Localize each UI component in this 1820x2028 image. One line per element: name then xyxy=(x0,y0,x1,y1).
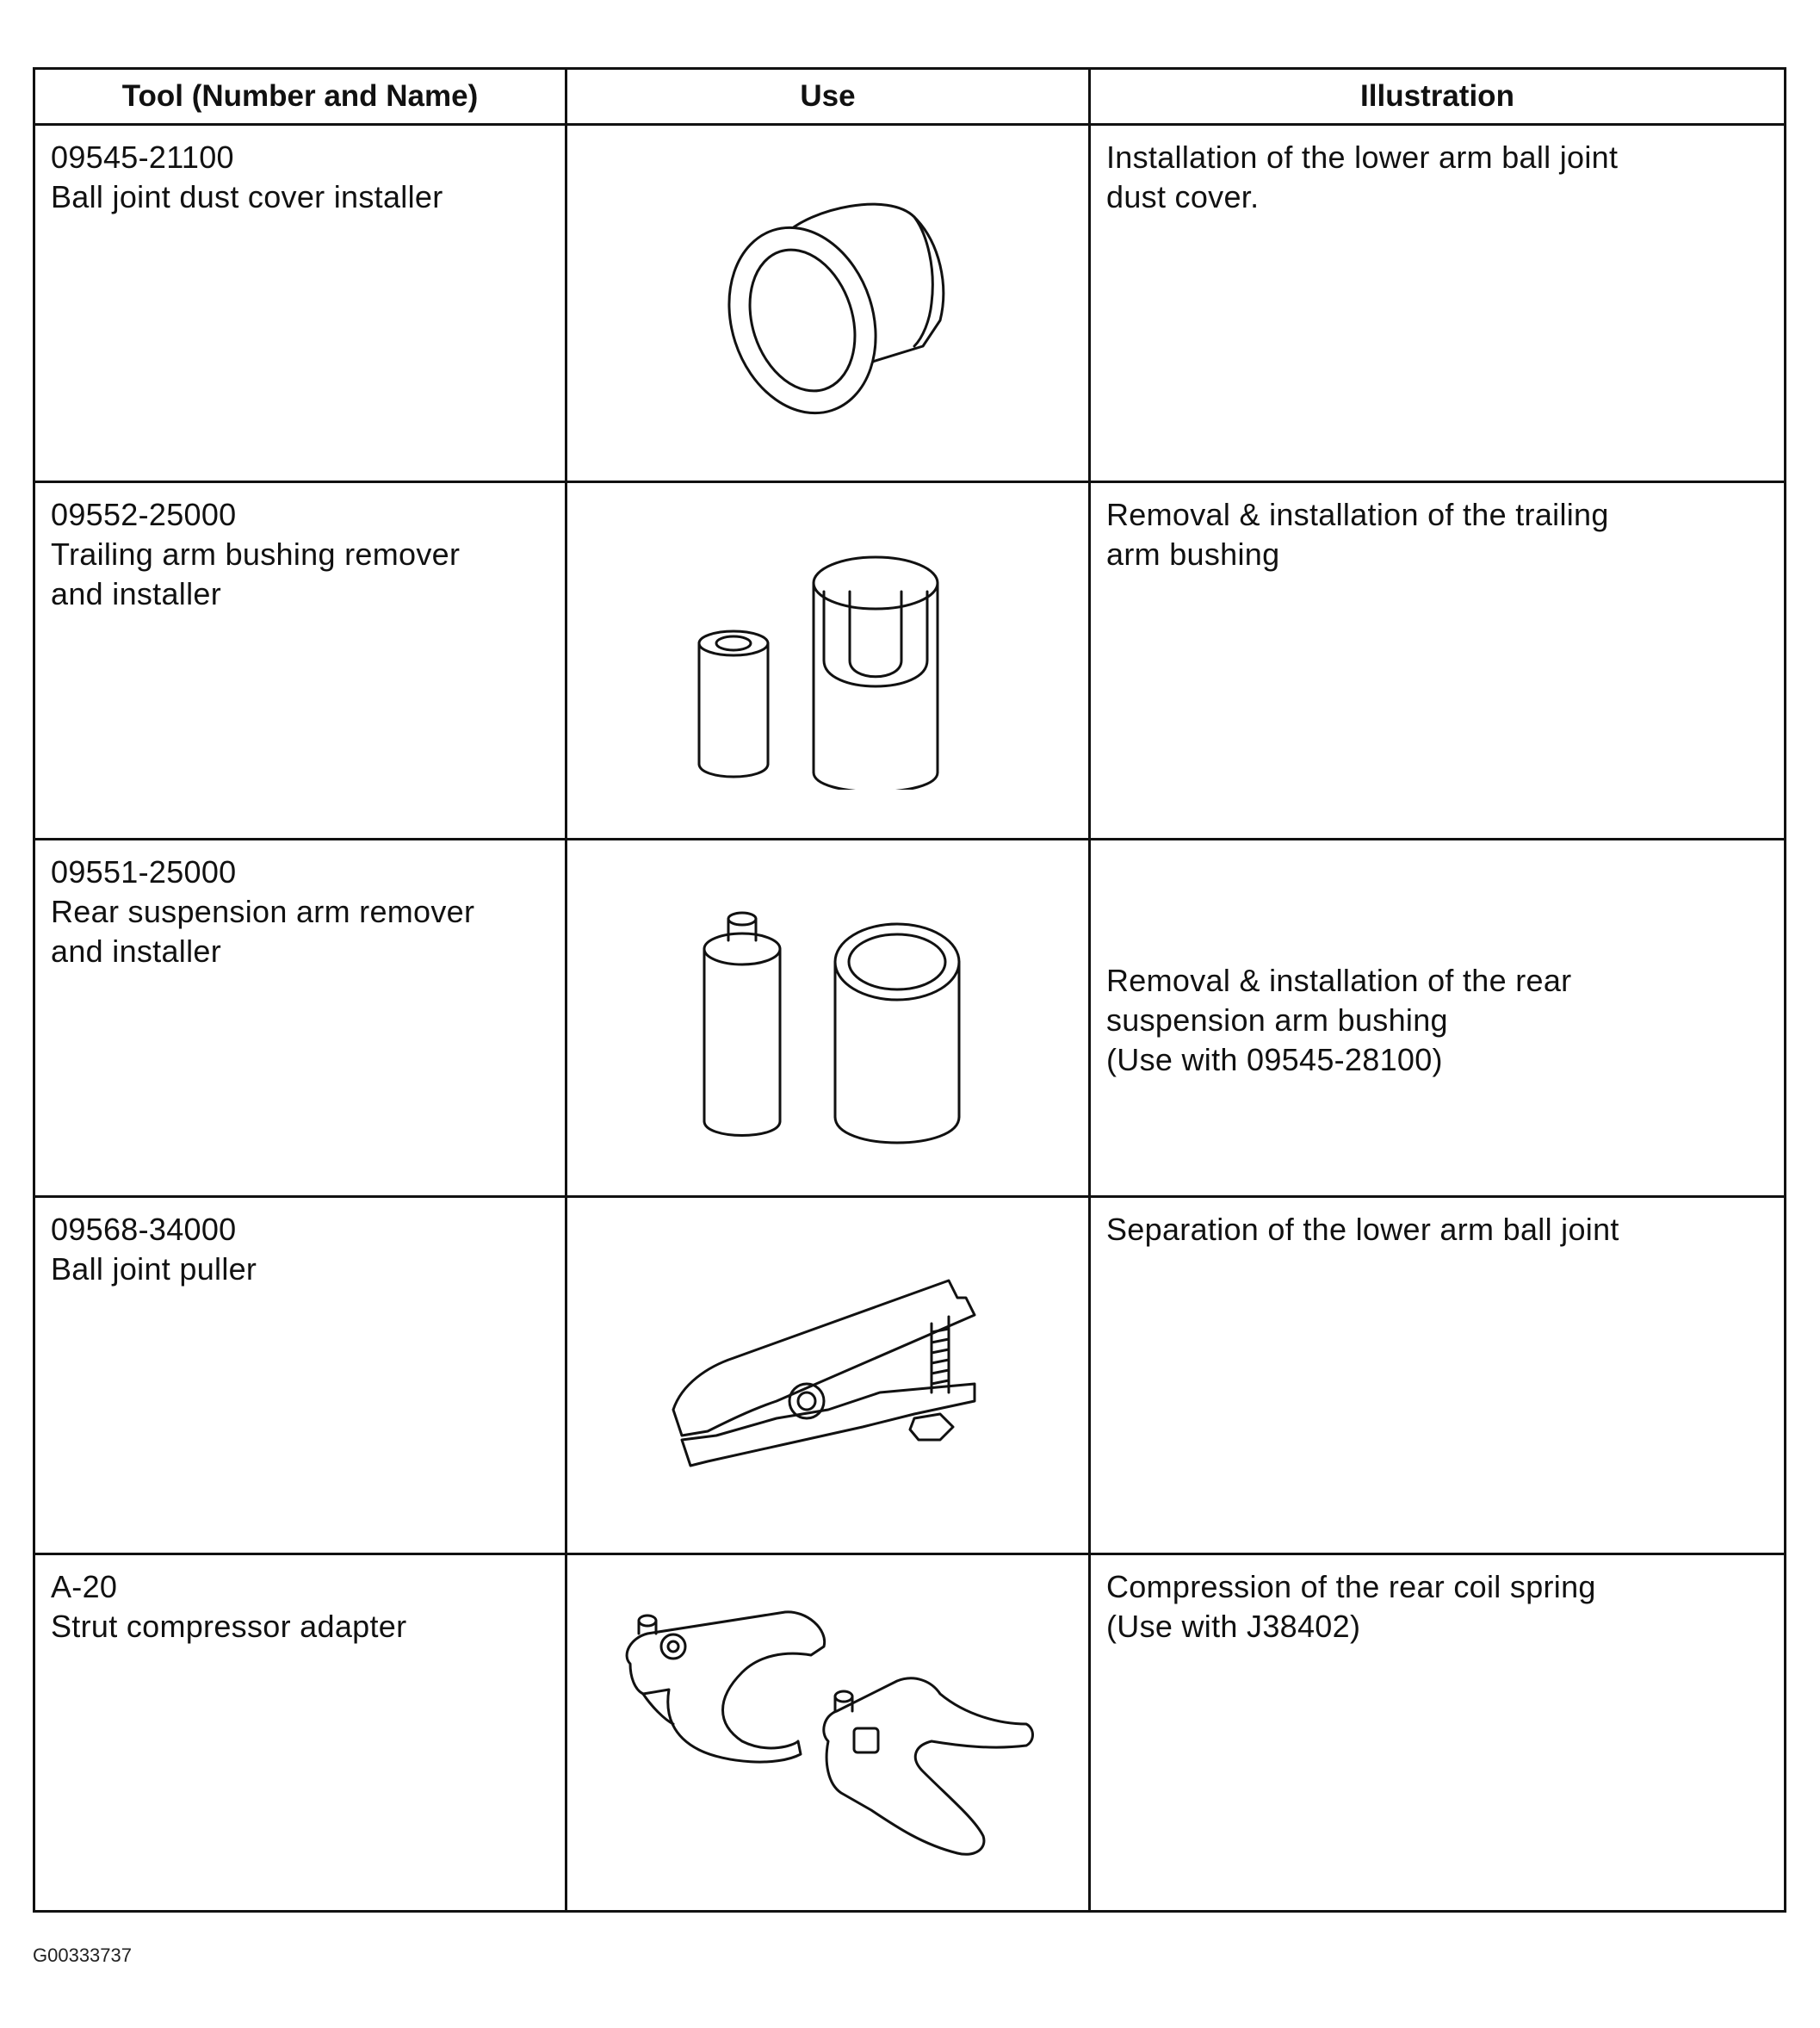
description-cell xyxy=(1090,125,1786,482)
tool-name: and installer xyxy=(51,576,222,611)
rear-suspension-arm-tool-icon xyxy=(682,889,975,1147)
tool-cell xyxy=(34,1554,566,1912)
tool-name: and installer xyxy=(51,933,222,969)
table-row xyxy=(34,1554,1786,1912)
illustration-cell xyxy=(566,1554,1090,1912)
tool-cell xyxy=(34,1197,566,1554)
description-line: Removal & installation of the trailing xyxy=(1106,497,1609,532)
description-cell xyxy=(1090,1554,1786,1912)
tool-cell xyxy=(34,125,566,482)
illustration-cell xyxy=(566,1197,1090,1554)
tool-number: A-20 xyxy=(51,1569,118,1604)
description-line: suspension arm bushing xyxy=(1106,1002,1448,1038)
figure-code: G00333737 xyxy=(33,1944,132,1966)
header-use: Use xyxy=(566,69,1090,125)
tool-cell xyxy=(34,840,566,1197)
description-line: Removal & installation of the rear xyxy=(1106,963,1572,998)
table-row xyxy=(34,482,1786,840)
tool-number: 09545-21100 xyxy=(51,140,234,175)
header-illustration: Illustration xyxy=(1090,69,1786,125)
table-row xyxy=(34,840,1786,1197)
illustration-cell xyxy=(566,125,1090,482)
trailing-arm-bushing-tool-icon xyxy=(682,531,975,790)
description-line: (Use with 09545-28100) xyxy=(1106,1042,1443,1077)
tool-number: 09551-25000 xyxy=(51,854,237,890)
tool-name: Rear suspension arm remover xyxy=(51,894,475,929)
header-tool: Tool (Number and Name) xyxy=(34,69,566,125)
description-cell xyxy=(1090,1197,1786,1554)
tool-number: 09552-25000 xyxy=(51,497,237,532)
tool-name: Strut compressor adapter xyxy=(51,1609,407,1644)
special-tools-table xyxy=(33,67,1786,1913)
tool-number: 09568-34000 xyxy=(51,1212,237,1247)
description-cell xyxy=(1090,482,1786,840)
strut-compressor-adapter-icon xyxy=(613,1595,1043,1870)
description-line: Installation of the lower arm ball joint xyxy=(1106,140,1619,175)
description-line: Compression of the rear coil spring xyxy=(1106,1569,1596,1604)
tool-name: Trailing arm bushing remover xyxy=(51,536,461,572)
table-row xyxy=(34,1197,1786,1554)
description-cell xyxy=(1090,840,1786,1197)
table-header-row xyxy=(34,69,1786,125)
description-line: (Use with J38402) xyxy=(1106,1609,1361,1644)
ball-joint-dust-cover-installer-icon xyxy=(682,174,975,432)
tool-cell xyxy=(34,482,566,840)
ball-joint-puller-icon xyxy=(656,1263,1000,1487)
description-line: arm bushing xyxy=(1106,536,1280,572)
table-row xyxy=(34,125,1786,482)
illustration-cell xyxy=(566,482,1090,840)
tool-name: Ball joint dust cover installer xyxy=(51,179,443,214)
description-line: Separation of the lower arm ball joint xyxy=(1106,1212,1619,1247)
description-line: dust cover. xyxy=(1106,179,1260,214)
tool-name: Ball joint puller xyxy=(51,1251,257,1287)
illustration-cell xyxy=(566,840,1090,1197)
